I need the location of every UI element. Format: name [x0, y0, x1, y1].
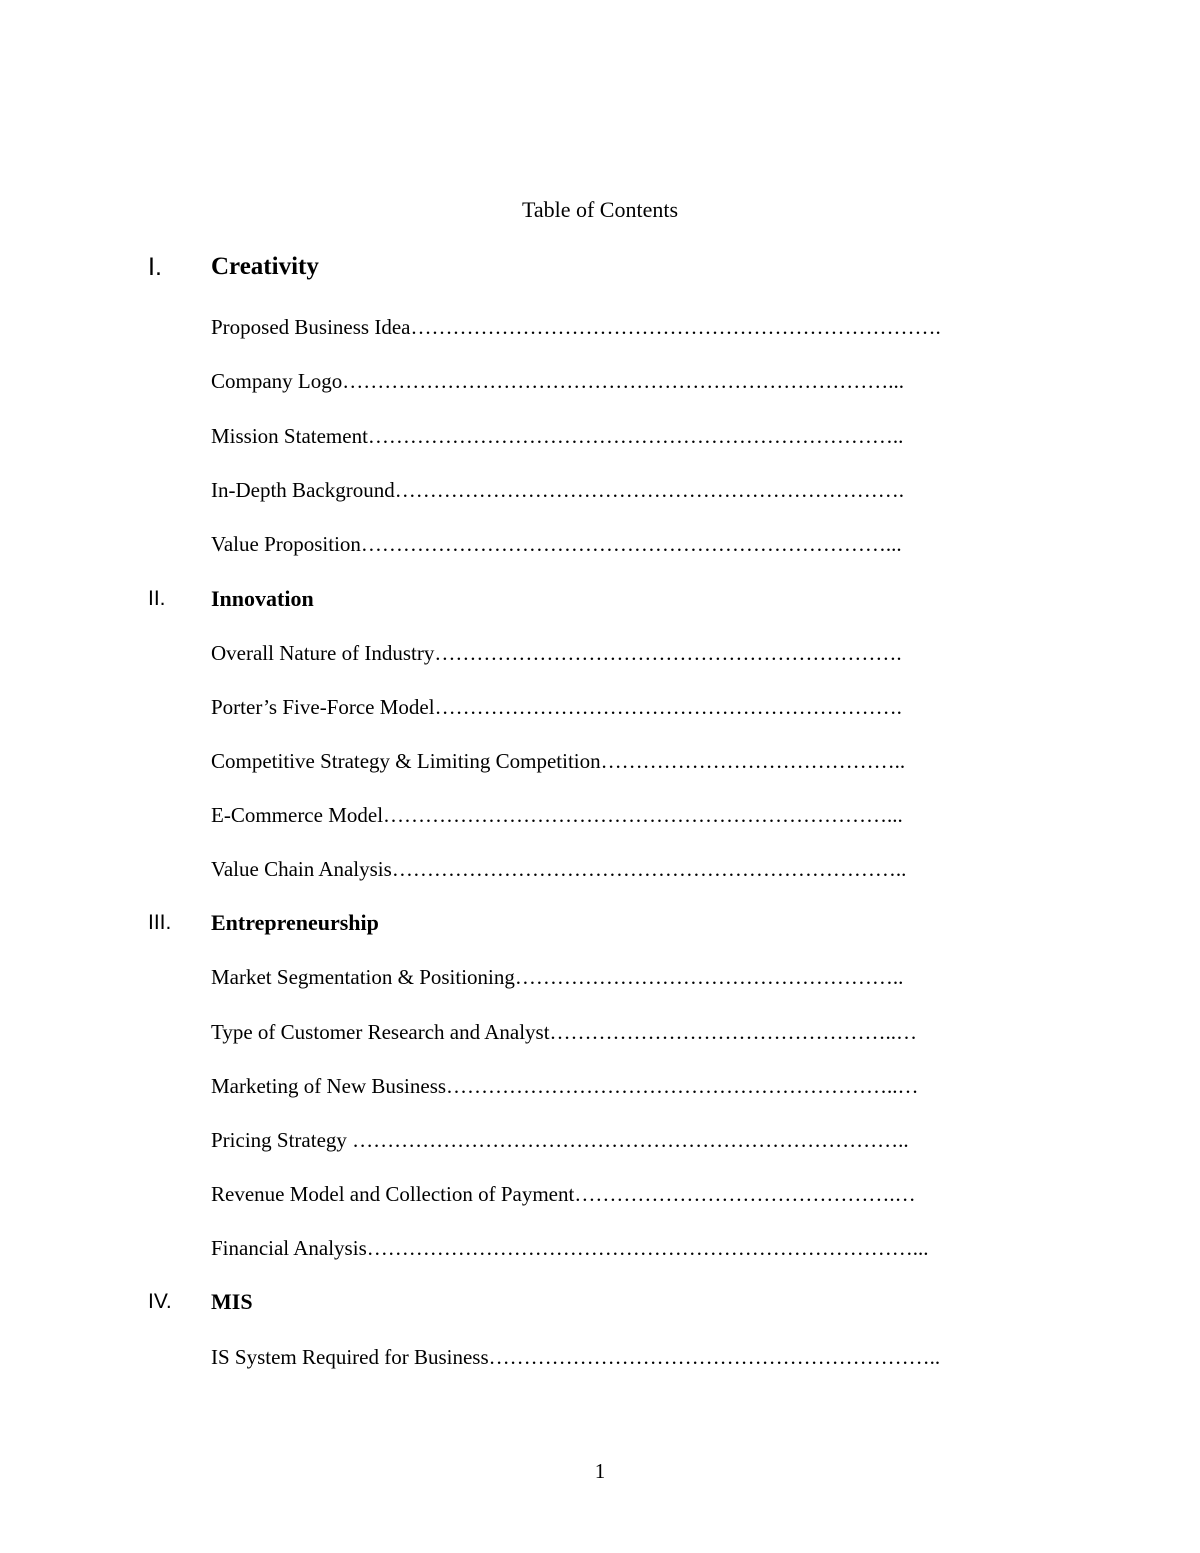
- toc-entry: Value Chain Analysis………………………………………………………………..: [211, 857, 907, 881]
- section-heading-innovation: Innovation: [211, 586, 314, 611]
- toc-entry: Overall Nature of Industry………………………………………………………….: [211, 641, 902, 665]
- toc-entry: Market Segmentation & Positioning………………………………………………..: [211, 965, 904, 989]
- toc-entry: Porter’s Five-Force Model………………………………………………………….: [211, 695, 902, 719]
- toc-title: Table of Contents: [521, 197, 679, 222]
- toc-entry: Type of Customer Research and Analyst…………………………………………..…: [211, 1020, 918, 1044]
- toc-entry: Pricing Strategy ……………………………………………………………………..: [211, 1128, 909, 1152]
- section-numeral: IV.: [148, 1290, 172, 1313]
- toc-entry: Competitive Strategy & Limiting Competition……………………………………..: [211, 749, 906, 773]
- toc-entry: Mission Statement…………………………………………………………………..: [211, 424, 904, 448]
- section-numeral: II.: [148, 587, 166, 610]
- toc-entry: Financial Analysis……………………………………………………………………...: [211, 1236, 929, 1260]
- toc-entry: Value Proposition…………………………………………………………………...: [211, 532, 902, 556]
- section-heading-entrepreneurship: Entrepreneurship: [211, 910, 379, 935]
- section-heading-creativity: Creativity: [211, 253, 319, 280]
- section-numeral: I.: [148, 253, 162, 281]
- toc-entry: Revenue Model and Collection of Payment……………………………………….…: [211, 1182, 916, 1206]
- toc-entry: In-Depth Background……………………………………………………………….: [211, 478, 904, 502]
- page-number: 1: [594, 1459, 606, 1483]
- toc-entry: Proposed Business Idea………………………………………………………………….: [211, 315, 941, 339]
- toc-entry: Marketing of New Business………………………………………………………..…: [211, 1074, 919, 1098]
- section-heading-mis: MIS: [211, 1289, 253, 1314]
- toc-entry: E-Commerce Model………………………………………………………………...: [211, 803, 903, 827]
- toc-entry: IS System Required for Business………………………………………………………..: [211, 1345, 941, 1369]
- toc-entry: Company Logo……………………………………………………………………...: [211, 369, 904, 393]
- section-numeral: III.: [148, 911, 172, 934]
